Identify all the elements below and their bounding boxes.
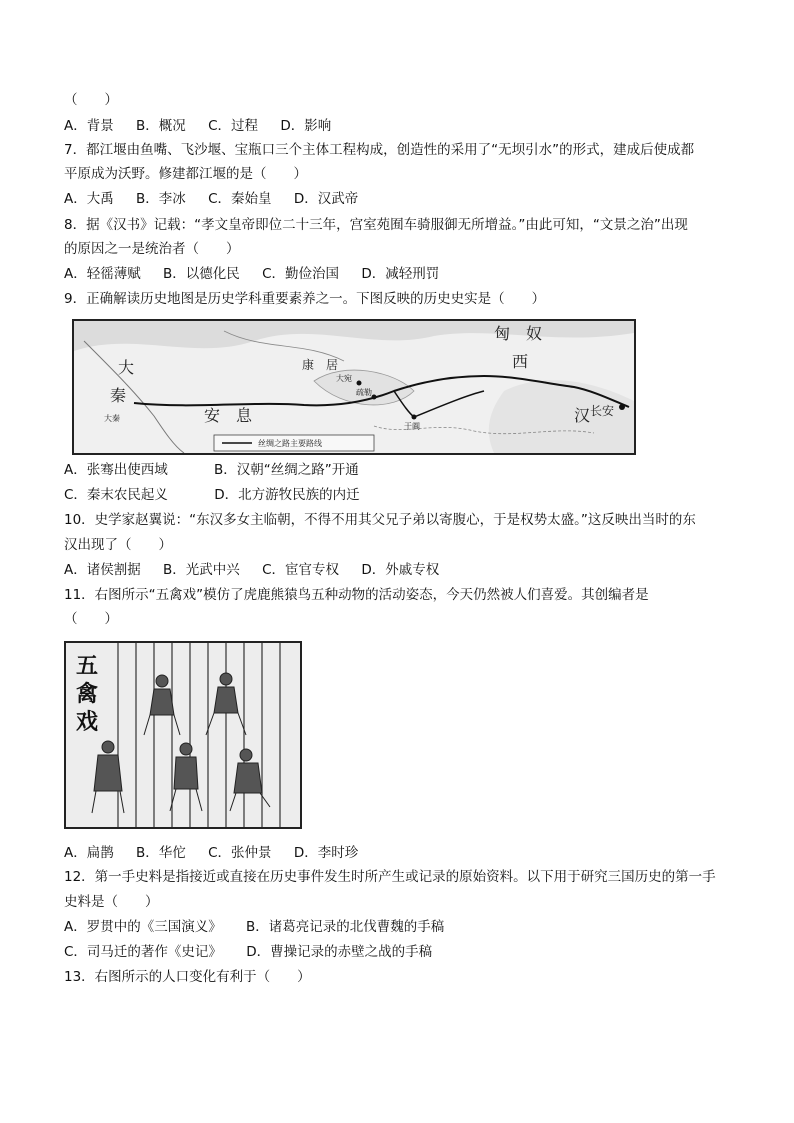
- map-label-han: 汉: [574, 406, 591, 425]
- map-label-yutian: 于阗: [404, 422, 420, 431]
- q7-options: [64, 189, 376, 209]
- q8-option-a[interactable]: A．轻徭薄赋: [64, 266, 141, 282]
- q8-option-c[interactable]: C．勤俭治国: [262, 266, 340, 282]
- q7-option-b[interactable]: B．李冰: [136, 191, 186, 207]
- q12-options-row2: [64, 942, 450, 962]
- q9-options-row2: [64, 485, 378, 505]
- q11-options: [64, 843, 376, 863]
- q12-option-b[interactable]: B．诸葛亮记录的北伐曹魏的手稿: [246, 919, 445, 935]
- q7-option-a[interactable]: A．大禹: [64, 191, 114, 207]
- q11-option-c[interactable]: C．张仲景: [208, 845, 272, 861]
- q10-option-c[interactable]: C．宦官专权: [262, 562, 340, 578]
- q7-option-d[interactable]: D．汉武帝: [293, 191, 359, 207]
- q12-option-c[interactable]: C．司马迁的著作《史记》: [64, 944, 222, 960]
- q11-option-a[interactable]: A．扁鹊: [64, 845, 114, 861]
- map-legend-text: 丝绸之路主要路线: [258, 439, 322, 448]
- q9-stem: 9．正确解读历史地图是历史学科重要素养之一。下图反映的历史史实是（ ）: [64, 291, 546, 307]
- map-label-daqin: 大秦: [104, 414, 120, 423]
- wuqinxi-title-char2: 禽: [76, 682, 99, 707]
- q8-stem-line1: 8．据《汉书》记载：“孝文皇帝即位二十三年，宫室苑囿车骑服御无所增益。”由此可知，“文景之治”出现: [64, 217, 688, 233]
- q8-stem-line2: 的原因之一是统治者（ ）: [64, 241, 240, 257]
- q7-option-c[interactable]: C．秦始皇: [208, 191, 272, 207]
- map-label-qin: 秦: [110, 386, 127, 405]
- q8-option-d[interactable]: D．减轻刑罚: [361, 266, 440, 282]
- q6-option-b[interactable]: B．概况: [136, 118, 186, 134]
- q6-option-a[interactable]: A．背景: [64, 118, 114, 134]
- q13-stem: 13．右图所示的人口变化有利于（ ）: [64, 969, 311, 985]
- q11-stem-line1: 11．右图所示“五禽戏”模仿了虎鹿熊猿鸟五种动物的活动姿态，今天仍然被人们喜爱。其创编者是: [64, 587, 649, 603]
- map-label-shule: 疏勒: [356, 388, 372, 397]
- q9-option-a[interactable]: A．张骞出使西域: [64, 462, 168, 478]
- q6-options: [64, 116, 349, 136]
- q10-option-d[interactable]: D．外戚专权: [361, 562, 440, 578]
- q9-options-row1: [64, 460, 377, 480]
- q8-option-b[interactable]: B．以德化民: [163, 266, 240, 282]
- q12-option-d[interactable]: D．曹操记录的赤壁之战的手稿: [246, 944, 433, 960]
- q12-options-row1: [64, 917, 462, 937]
- wuqinxi-title-char1: 五: [76, 654, 99, 679]
- map-label-xi: 西: [512, 352, 529, 371]
- q12-stem-line1: 12．第一手史料是指接近或直接在历史事件发生时所产生或记录的原始资料。以下用于研究三国历史的第一手: [64, 869, 716, 885]
- silk-road-map: [72, 319, 636, 455]
- q11-option-d[interactable]: D．李时珍: [293, 845, 359, 861]
- q6-option-d[interactable]: D．影响: [280, 118, 332, 134]
- q10-stem-line2: 汉出现了（ ）: [64, 537, 172, 553]
- q10-option-a[interactable]: A．诸侯割据: [64, 562, 141, 578]
- q6-answer-paren: （ ）: [64, 92, 118, 108]
- q10-options: [64, 560, 457, 580]
- q10-stem-line1: 10．史学家赵翼说：“东汉多女主临朝，不得不用其父兄子弟以寄腹心，于是权势太盛。”这反映出当时的东: [64, 512, 696, 528]
- q12-option-a[interactable]: A．罗贯中的《三国演义》: [64, 919, 222, 935]
- q7-stem-line1: 7．都江堰由鱼嘴、飞沙堰、宝瓶口三个主体工程构成，创造性的采用了“无坝引水”的形式，建成后使成都: [64, 142, 695, 158]
- q6-option-c[interactable]: C．过程: [208, 118, 259, 134]
- map-label-anxi: 安 息: [204, 406, 253, 425]
- map-label-zhangan: 长安: [590, 404, 615, 418]
- q12-stem-line2: 史料是（ ）: [64, 894, 159, 910]
- q11-option-b[interactable]: B．华佗: [136, 845, 186, 861]
- map-label-da: 大: [118, 358, 135, 377]
- wuqinxi-figure: [64, 641, 302, 829]
- map-label-dawan: 大宛: [336, 374, 352, 383]
- q9-option-c[interactable]: C．秦末农民起义: [64, 487, 168, 503]
- wuqinxi-drawing: [66, 643, 300, 827]
- q11-stem-line2: （ ）: [64, 611, 118, 627]
- map-label-kangju: 康 居: [302, 358, 339, 372]
- q8-options: [64, 264, 457, 284]
- q10-option-b[interactable]: B．光武中兴: [163, 562, 240, 578]
- wuqinxi-title-char3: 戏: [76, 710, 99, 735]
- q9-option-b[interactable]: B．汉朝“丝绸之路”开通: [214, 462, 359, 478]
- q7-stem-line2: 平原成为沃野。修建都江堰的是（ ）: [64, 166, 307, 182]
- map-label-xiongnu: 匈 奴: [494, 324, 543, 343]
- q9-option-d[interactable]: D．北方游牧民族的内迁: [214, 487, 360, 503]
- silk-road-map-drawing: [74, 321, 634, 453]
